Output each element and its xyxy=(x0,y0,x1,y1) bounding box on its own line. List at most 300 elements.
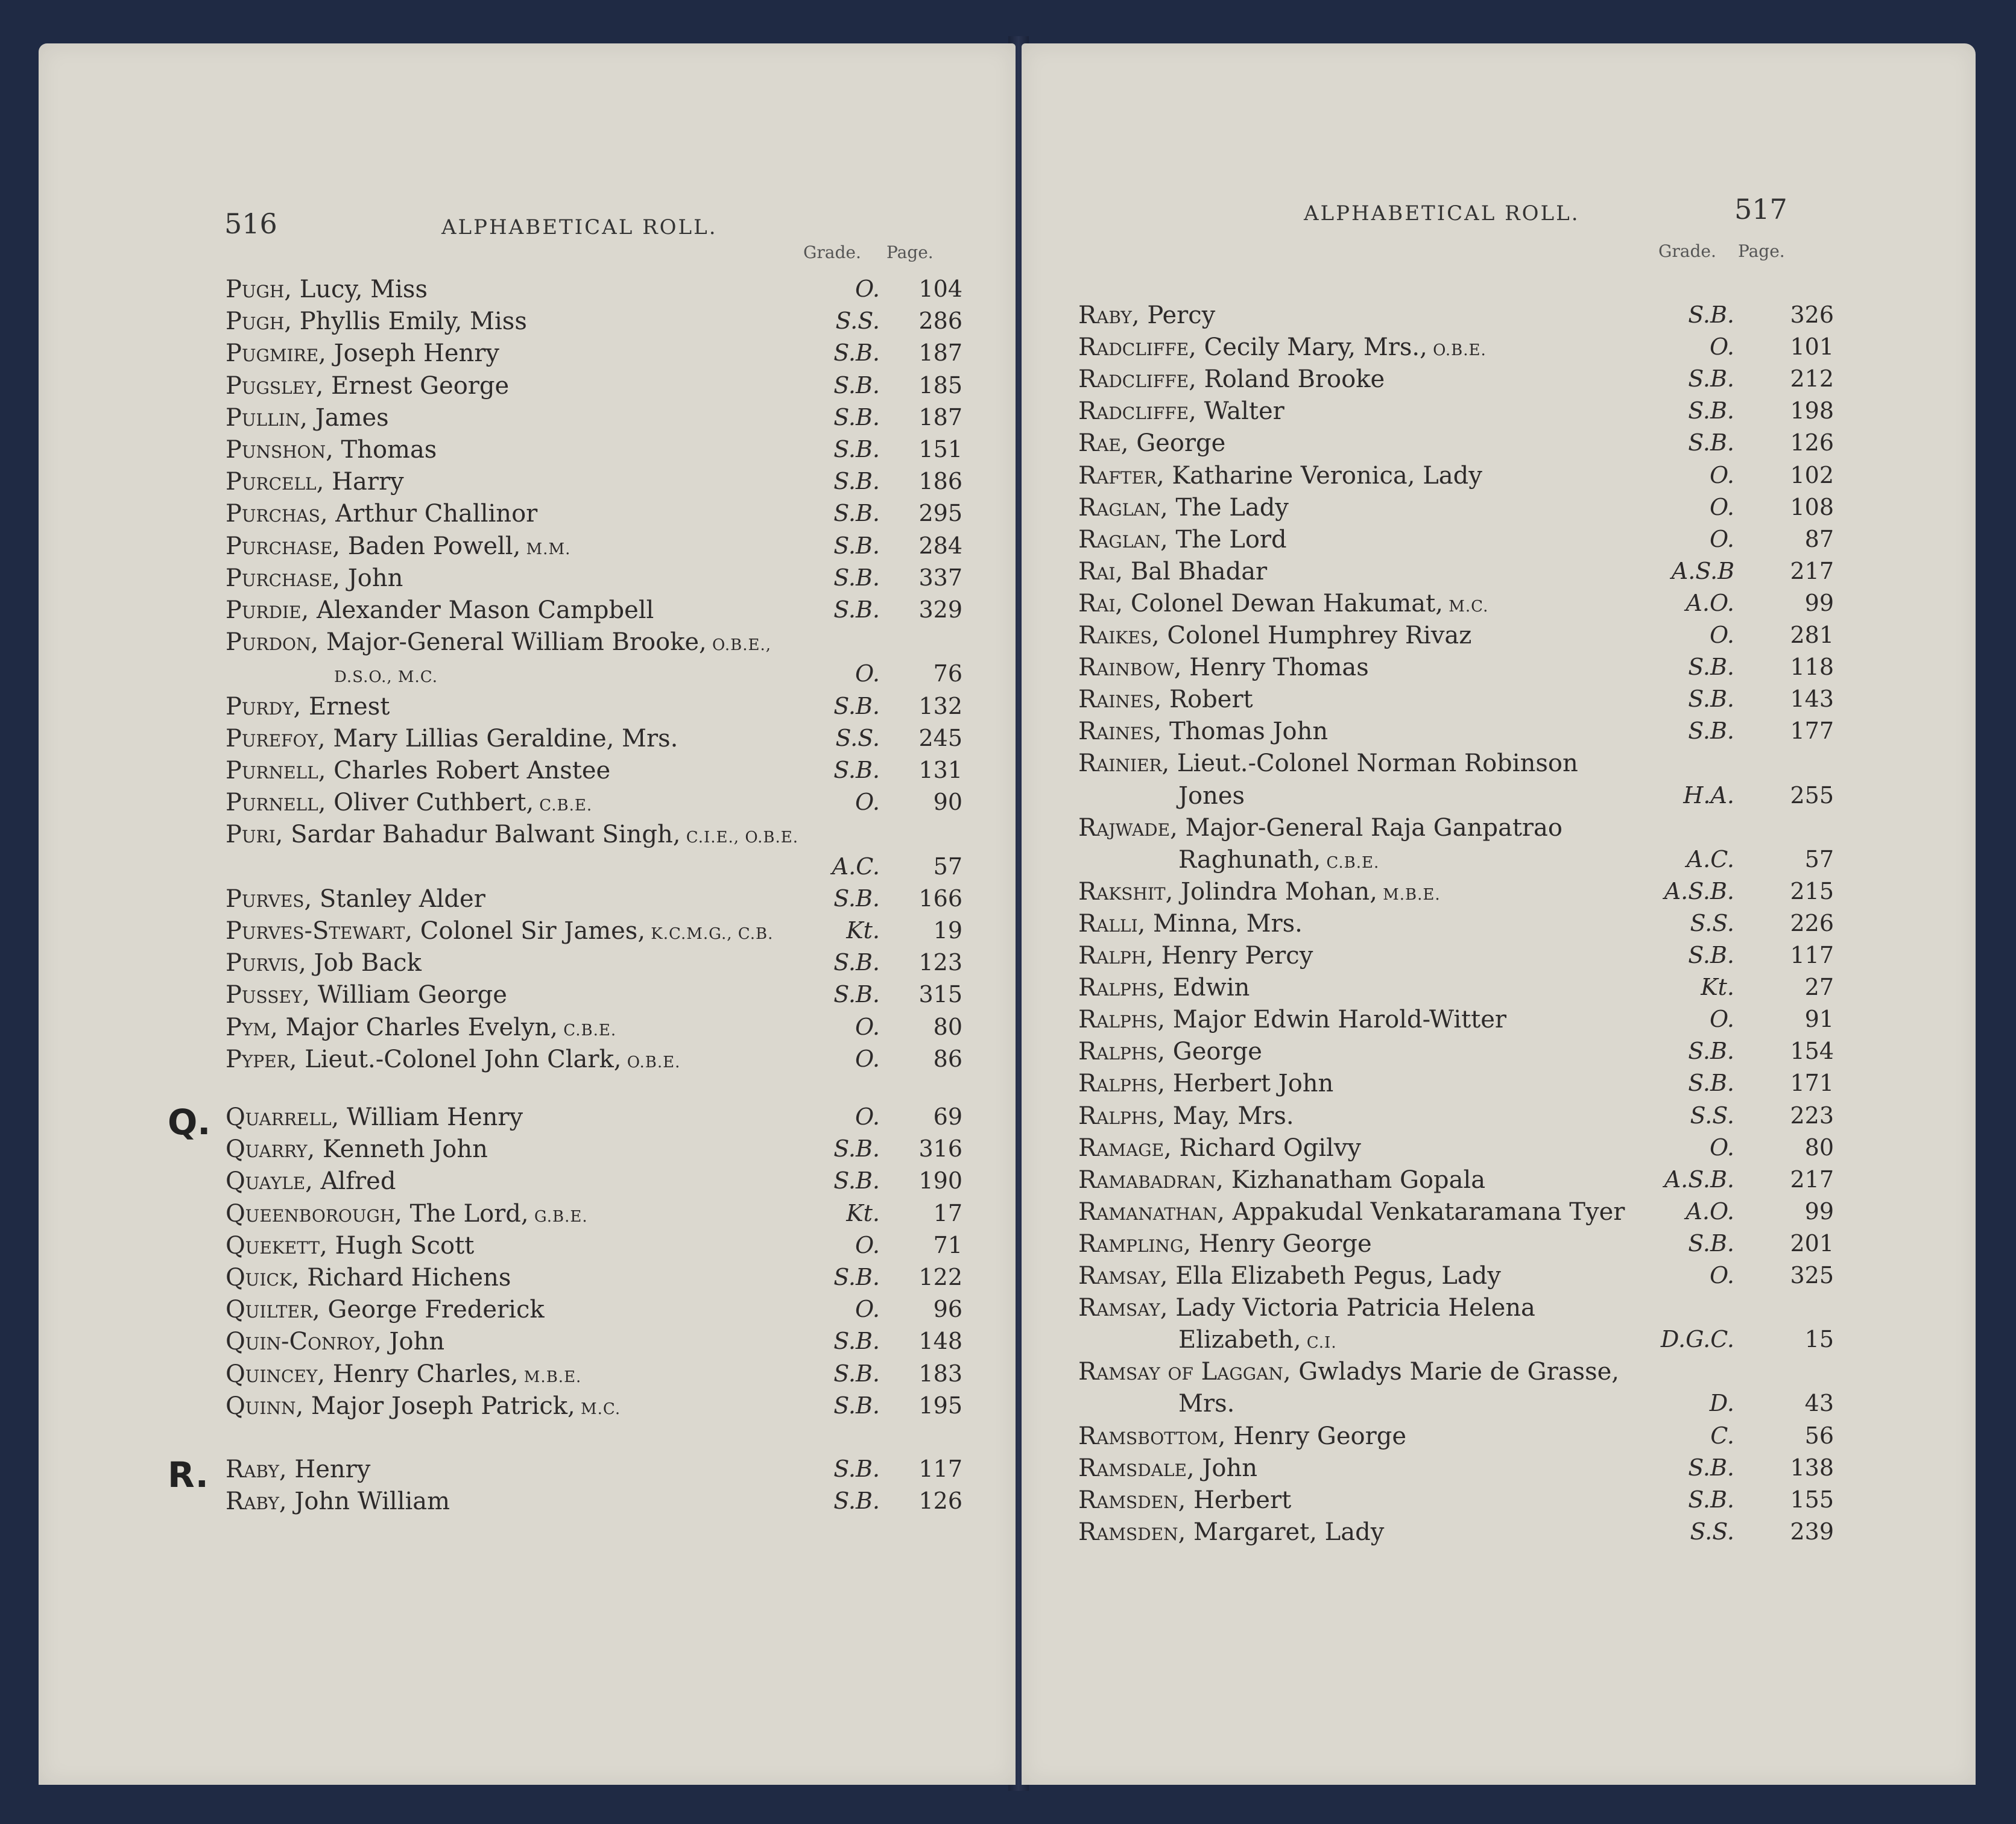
page-number: 517 xyxy=(1734,193,1787,226)
entry-surname: Purdie xyxy=(226,596,302,624)
right-page xyxy=(1022,43,1976,1785)
entry-given-names: , Baden Powell, xyxy=(332,532,521,560)
list-item xyxy=(39,917,1016,949)
entry-honours: M.C. xyxy=(575,1400,621,1418)
entry-name xyxy=(226,1232,474,1260)
entry-name xyxy=(226,500,537,528)
entry-grade: O. xyxy=(855,1231,880,1258)
entry-given-names: , Herbert xyxy=(1178,1486,1292,1514)
entry-grade: Kt. xyxy=(846,917,880,944)
entry-grade: S.B. xyxy=(833,1456,880,1482)
entry-page: 245 xyxy=(918,724,962,751)
list-item xyxy=(39,532,1016,564)
entry-name xyxy=(226,308,527,335)
entry-grade: S.B. xyxy=(1688,1038,1734,1065)
entry-page: 57 xyxy=(933,853,962,880)
entry-grade: H.A. xyxy=(1683,781,1734,809)
entry-given-names: , Henry Percy xyxy=(1146,942,1313,970)
entry-given-names: , James xyxy=(300,403,389,432)
entry-surname: Purchase xyxy=(226,564,333,592)
entry-surname: Ralphs xyxy=(1078,1006,1158,1034)
entry-surname: Ralphs xyxy=(1078,974,1158,1002)
entry-grade: O. xyxy=(1709,493,1734,520)
entry-page: 126 xyxy=(918,1488,962,1515)
entry-given-names: , Edwin xyxy=(1157,974,1250,1002)
list-item xyxy=(39,339,1016,371)
entry-surname: Raglan xyxy=(1078,493,1161,522)
entry-name xyxy=(1078,1038,1262,1065)
entry-name xyxy=(1078,1358,1619,1386)
entry-page: 96 xyxy=(933,1296,962,1323)
entry-name xyxy=(226,1296,545,1324)
entry-grade: S.B. xyxy=(833,885,880,912)
entry-page: 215 xyxy=(1790,877,1834,904)
list-item xyxy=(1022,686,1976,718)
entry-surname: Ralphs xyxy=(1078,1102,1158,1130)
entry-page: 90 xyxy=(933,789,962,816)
entry-name xyxy=(1078,301,1215,329)
entry-given-names: , Harry xyxy=(316,468,404,496)
entry-given-names: , Colonel Sir James, xyxy=(405,917,646,945)
list-item xyxy=(1022,301,1976,333)
list-item xyxy=(39,725,1016,757)
entry-surname: Punshon xyxy=(226,436,326,464)
list-item xyxy=(1022,1294,1976,1326)
entry-grade: O. xyxy=(1709,333,1734,361)
list-item xyxy=(1022,429,1976,461)
entry-page: 56 xyxy=(1804,1422,1834,1449)
entry-given-names: , Major Charles Evelyn, xyxy=(270,1013,558,1041)
entry-given-names: , George xyxy=(1120,429,1226,458)
list-item xyxy=(39,1046,1016,1078)
column-header-page: Page. xyxy=(886,242,934,262)
entry-given-names: , Ernest George xyxy=(315,371,510,400)
entry-surname: Ramsden xyxy=(1078,1518,1178,1546)
entry-grade: S.B. xyxy=(1688,686,1734,713)
entry-given-names: , George xyxy=(1157,1038,1262,1066)
list-item xyxy=(39,1014,1016,1046)
column-header-grade: Grade. xyxy=(1658,241,1716,261)
list-item xyxy=(1022,942,1976,974)
entry-name xyxy=(226,1046,680,1073)
entry-grade: S.B. xyxy=(833,1328,880,1355)
list-item xyxy=(39,404,1016,436)
entry-given-names: , Arthur Challinor xyxy=(320,500,538,528)
entry-name xyxy=(226,1103,523,1131)
entry-name xyxy=(226,339,499,367)
entry-given-names: , Henry Thomas xyxy=(1174,654,1369,682)
entry-grade: S.B. xyxy=(833,949,880,976)
entry-given-names: , Major Edwin Harold-Witter xyxy=(1157,1006,1507,1034)
entry-page: 57 xyxy=(1804,845,1834,873)
entry-page: 255 xyxy=(1790,781,1834,809)
entry-grade: A.O. xyxy=(1686,589,1734,616)
entry-given-names: , John William xyxy=(279,1488,450,1516)
entry-page: 217 xyxy=(1790,557,1834,584)
entry-page: 151 xyxy=(918,436,962,462)
entry-name xyxy=(1078,622,1471,649)
entry-page: 15 xyxy=(1804,1326,1834,1353)
entry-given-names: , Stanley Alder xyxy=(304,885,485,913)
entry-given-names: , Thomas xyxy=(326,436,437,464)
entry-surname: Raikes xyxy=(1078,622,1152,649)
entry-surname: Quick xyxy=(226,1264,292,1292)
entry-surname: Purdy xyxy=(226,692,294,721)
list-item xyxy=(1022,846,1976,878)
entry-given-names: , Colonel Humphrey Rivaz xyxy=(1151,622,1472,649)
entry-surname: Raby xyxy=(226,1456,279,1483)
entry-name xyxy=(226,436,437,464)
entry-page: 185 xyxy=(918,371,962,399)
list-item xyxy=(39,1296,1016,1328)
entry-name xyxy=(226,372,509,400)
entry-page: 132 xyxy=(918,692,962,719)
list-item xyxy=(1022,1326,1976,1358)
entry-surname: Queenborough xyxy=(226,1199,395,1228)
entry-grade: S.B. xyxy=(833,1135,880,1163)
list-item xyxy=(39,436,1016,468)
entry-given-names: , Katharine Veronica, Lady xyxy=(1156,461,1482,490)
list-item xyxy=(39,564,1016,596)
entry-name xyxy=(226,1135,488,1163)
entry-grade: S.B. xyxy=(833,468,880,495)
entry-page: 117 xyxy=(1790,942,1834,968)
entry-given-names: , Lucy, Miss xyxy=(284,276,428,303)
entry-page: 325 xyxy=(1790,1262,1834,1289)
entry-name xyxy=(1078,1230,1372,1258)
entry-surname: Ramsay of Laggan xyxy=(1078,1358,1283,1386)
list-item xyxy=(1022,878,1976,910)
entry-surname: Quayle xyxy=(226,1167,306,1196)
entry-name xyxy=(226,693,390,721)
entry-surname: Pugsley xyxy=(226,371,316,400)
entry-page: 148 xyxy=(918,1328,962,1355)
list-item xyxy=(39,1232,1016,1264)
entry-surname: Quekett xyxy=(226,1231,320,1260)
entry-grade: S.B. xyxy=(833,564,880,591)
entry-grade: O. xyxy=(1709,622,1734,648)
list-item xyxy=(39,1103,1016,1135)
entry-name xyxy=(1078,590,1488,617)
entry-grade: S.B. xyxy=(833,1264,880,1290)
entry-given-names: , Alfred xyxy=(305,1167,396,1196)
entry-given-names: , The Lady xyxy=(1160,493,1289,522)
entry-honours: M.B.E. xyxy=(518,1368,582,1386)
entry-grade: S.B. xyxy=(833,532,880,559)
entry-surname: Ralph xyxy=(1078,942,1146,970)
entry-page: 131 xyxy=(918,757,962,783)
entry-name xyxy=(226,757,610,784)
entry-surname: Purcell xyxy=(226,468,317,496)
entry-honours: C.I. xyxy=(1301,1334,1337,1352)
list-item xyxy=(1022,814,1976,846)
list-item xyxy=(39,1328,1016,1360)
list-item xyxy=(1022,1006,1976,1038)
entry-name xyxy=(226,468,404,496)
list-item xyxy=(39,660,1016,692)
entry-given-names: Jones xyxy=(1178,781,1245,810)
entry-surname: Ralphs xyxy=(1078,1070,1158,1098)
entry-name xyxy=(1078,397,1284,425)
entry-name xyxy=(1078,718,1328,745)
entry-name xyxy=(1078,1198,1625,1226)
entry-page: 126 xyxy=(1790,429,1834,456)
entry-given-names: , Major-General Raja Ganpatrao xyxy=(1170,813,1563,842)
entry-honours: C.B.E. xyxy=(1321,853,1380,872)
entry-name xyxy=(1178,1390,1234,1418)
entry-surname: Rainbow xyxy=(1078,654,1174,682)
list-item xyxy=(39,628,1016,660)
entry-surname: Purnell xyxy=(226,757,318,784)
list-item xyxy=(39,468,1016,500)
list-item xyxy=(1022,365,1976,397)
entry-name xyxy=(226,1488,450,1515)
entry-name xyxy=(1078,1006,1506,1033)
entry-name xyxy=(1078,1070,1333,1097)
entry-honours: M.B.E. xyxy=(1377,885,1441,904)
entry-honours: D.S.O., M.C. xyxy=(334,668,438,687)
list-item xyxy=(39,693,1016,725)
entry-grade: D.G.C. xyxy=(1660,1326,1734,1353)
entry-page: 171 xyxy=(1790,1070,1834,1097)
entry-honours: M.C. xyxy=(1442,597,1489,616)
entry-name xyxy=(226,1200,588,1228)
entry-surname: Purefoy xyxy=(226,724,318,753)
entry-surname: Ralli xyxy=(1078,909,1138,938)
entry-given-names: , Mary Lillias Geraldine, Mrs. xyxy=(317,724,678,753)
entry-name xyxy=(334,660,438,688)
entry-surname: Purves xyxy=(226,885,305,913)
entry-surname: Ramsbottom xyxy=(1078,1422,1218,1450)
entry-name xyxy=(1078,494,1289,522)
list-item xyxy=(1022,1486,1976,1518)
entry-given-names: Elizabeth, xyxy=(1178,1326,1301,1354)
entry-grade: O. xyxy=(855,1045,880,1072)
entry-grade: S.B. xyxy=(1688,365,1734,393)
entry-surname: Ramsay xyxy=(1078,1262,1160,1290)
entry-given-names: , May, Mrs. xyxy=(1157,1102,1294,1130)
entry-given-names: , Henry Charles, xyxy=(317,1360,519,1388)
entry-grade: O. xyxy=(855,1296,880,1323)
entry-name xyxy=(226,628,771,656)
entry-page: 201 xyxy=(1790,1229,1834,1257)
entry-grade: S.S. xyxy=(1690,1518,1734,1545)
entry-given-names: , Kizhanatham Gopala xyxy=(1216,1166,1486,1194)
entry-page: 329 xyxy=(918,596,962,623)
entry-name xyxy=(226,1264,511,1292)
entry-surname: Raines xyxy=(1078,718,1154,746)
entry-name xyxy=(226,1167,396,1195)
entry-name xyxy=(1078,749,1578,777)
list-item xyxy=(39,789,1016,821)
entry-surname: Pussey xyxy=(226,981,303,1009)
entry-given-names: , Robert xyxy=(1154,686,1253,714)
entry-page: 187 xyxy=(918,339,962,367)
entry-surname: Rakshit xyxy=(1078,877,1166,906)
entry-page: 17 xyxy=(933,1199,962,1226)
entry-given-names: , Henry George xyxy=(1183,1229,1372,1258)
list-item xyxy=(1022,1198,1976,1230)
entry-name xyxy=(226,1392,621,1420)
list-item xyxy=(1022,622,1976,654)
entry-surname: Purchase xyxy=(226,532,333,560)
entry-grade: A.O. xyxy=(1686,1198,1734,1225)
entry-surname: Ramabadran xyxy=(1078,1166,1216,1194)
entry-name xyxy=(226,1328,444,1355)
entry-page: 337 xyxy=(918,564,962,591)
entry-grade: O. xyxy=(855,1103,880,1130)
list-item xyxy=(1022,782,1976,814)
list-item xyxy=(39,853,1016,885)
list-item xyxy=(39,885,1016,917)
entry-grade: A.C. xyxy=(832,853,880,880)
entry-name xyxy=(226,1014,616,1041)
entry-page: 223 xyxy=(1790,1102,1834,1129)
entry-name xyxy=(1078,333,1487,361)
entry-grade: S.B. xyxy=(1688,1486,1734,1513)
entry-name xyxy=(1078,1454,1257,1482)
entry-page: 122 xyxy=(918,1264,962,1290)
entry-name xyxy=(1078,1518,1384,1546)
list-item xyxy=(39,757,1016,789)
entry-name xyxy=(1078,1422,1406,1450)
column-header-grade: Grade. xyxy=(803,242,861,262)
entry-grade: S.S. xyxy=(1690,909,1734,936)
entry-page: 186 xyxy=(918,468,962,495)
entry-given-names: , The Lord xyxy=(1160,525,1287,554)
entry-name xyxy=(226,917,773,945)
entry-grade: S.B. xyxy=(1688,397,1734,424)
entry-name xyxy=(1078,974,1250,1002)
list-item xyxy=(1022,590,1976,622)
entry-name xyxy=(1078,365,1385,393)
entry-honours: G.B.E. xyxy=(528,1207,588,1226)
entry-name xyxy=(226,404,389,432)
entry-given-names: , Richard Hichens xyxy=(291,1264,511,1292)
entry-surname: Raby xyxy=(1078,301,1132,329)
entry-grade: S.B. xyxy=(833,596,880,623)
entry-given-names: , Lady Victoria Patricia Helena xyxy=(1160,1294,1535,1322)
list-item xyxy=(39,821,1016,853)
entry-grade: O. xyxy=(855,789,880,816)
entry-grade: S.B. xyxy=(833,692,880,719)
entry-given-names: , William Henry xyxy=(331,1103,523,1131)
entry-page: 99 xyxy=(1804,589,1834,616)
list-item xyxy=(1022,1390,1976,1422)
entry-grade: S.B. xyxy=(833,757,880,783)
entry-grade: S.B. xyxy=(1688,429,1734,456)
entry-grade: O. xyxy=(855,660,880,687)
entry-grade: S.S. xyxy=(835,724,880,751)
entry-grade: O. xyxy=(1709,461,1734,488)
entry-given-names: , Gwladys Marie de Grasse, xyxy=(1283,1358,1619,1386)
entry-given-names: , Phyllis Emily, Miss xyxy=(284,308,527,336)
entry-page: 104 xyxy=(918,276,962,302)
entry-name xyxy=(1078,1134,1361,1162)
entry-surname: Purnell xyxy=(226,789,318,817)
entry-page: 99 xyxy=(1804,1198,1834,1225)
list-item xyxy=(39,1200,1016,1232)
entry-grade: S.B. xyxy=(1688,1229,1734,1257)
list-item xyxy=(39,949,1016,981)
entry-surname: Purdon xyxy=(226,628,311,657)
entry-name xyxy=(1078,1102,1294,1130)
entry-given-names: Raghunath, xyxy=(1178,845,1321,874)
list-item xyxy=(39,372,1016,404)
entry-name xyxy=(226,981,507,1009)
entry-name xyxy=(1078,429,1225,457)
section-letter-q: Q. xyxy=(168,1102,211,1143)
entry-surname: Quin-Conroy xyxy=(226,1328,374,1356)
entry-surname: Raby xyxy=(226,1488,279,1516)
entry-given-names: , William George xyxy=(302,981,507,1009)
entry-surname: Purves-Stewart xyxy=(226,917,405,945)
entry-given-names: , George Frederick xyxy=(312,1296,545,1324)
entry-page: 166 xyxy=(918,885,962,912)
entry-name xyxy=(1078,910,1303,938)
entry-page: 123 xyxy=(918,949,962,976)
entry-name xyxy=(226,532,570,560)
entry-given-names: , Major Joseph Patrick, xyxy=(295,1392,575,1420)
entry-surname: Ramsden xyxy=(1078,1486,1178,1514)
list-item xyxy=(1022,749,1976,781)
entry-page: 102 xyxy=(1790,461,1834,488)
list-item xyxy=(1022,1102,1976,1134)
entry-given-names: , Job Back xyxy=(299,949,422,977)
entry-page: 316 xyxy=(918,1135,962,1163)
entry-page: 155 xyxy=(1790,1486,1834,1513)
entry-name xyxy=(1078,1262,1501,1290)
entry-grade: S.B. xyxy=(1688,942,1734,968)
entry-given-names: , Joseph Henry xyxy=(318,339,500,368)
entry-name xyxy=(1078,878,1441,906)
entry-page: 177 xyxy=(1790,718,1834,745)
list-item xyxy=(39,308,1016,339)
entry-surname: Pym xyxy=(226,1013,271,1041)
list-item xyxy=(1022,397,1976,429)
entry-page: 195 xyxy=(918,1392,962,1419)
entry-grade: A.C. xyxy=(1686,845,1734,873)
entry-name xyxy=(226,1360,581,1388)
entry-surname: Radcliffe xyxy=(1078,397,1189,426)
entry-honours: O.B.E., xyxy=(706,636,771,655)
entry-given-names: Mrs. xyxy=(1178,1390,1235,1418)
section-letter-r: R. xyxy=(168,1454,209,1495)
list-item xyxy=(1022,718,1976,749)
entry-given-names: , Cecily Mary, Mrs., xyxy=(1189,333,1427,362)
entry-honours: C.B.E. xyxy=(558,1021,617,1040)
entry-grade: O. xyxy=(1709,525,1734,552)
entry-surname: Puri xyxy=(226,821,276,849)
entry-given-names: , Minna, Mrs. xyxy=(1137,909,1303,938)
entry-grade: Kt. xyxy=(1701,974,1734,1001)
entry-page: 187 xyxy=(918,403,962,431)
entry-name xyxy=(226,725,678,753)
entry-page: 69 xyxy=(933,1103,962,1130)
entry-page: 86 xyxy=(933,1045,962,1072)
entry-name xyxy=(226,821,798,848)
entry-given-names: , The Lord, xyxy=(394,1199,529,1228)
entry-name xyxy=(226,885,485,913)
entry-surname: Purchas xyxy=(226,500,320,528)
entry-name xyxy=(1078,942,1313,970)
entry-given-names: , John xyxy=(1186,1454,1257,1482)
entry-page: 138 xyxy=(1790,1454,1834,1481)
entry-name xyxy=(1078,1294,1535,1322)
entry-given-names: , Colonel Dewan Hakumat, xyxy=(1115,589,1443,617)
entry-grade: S.B. xyxy=(833,981,880,1008)
list-item xyxy=(1022,1134,1976,1166)
